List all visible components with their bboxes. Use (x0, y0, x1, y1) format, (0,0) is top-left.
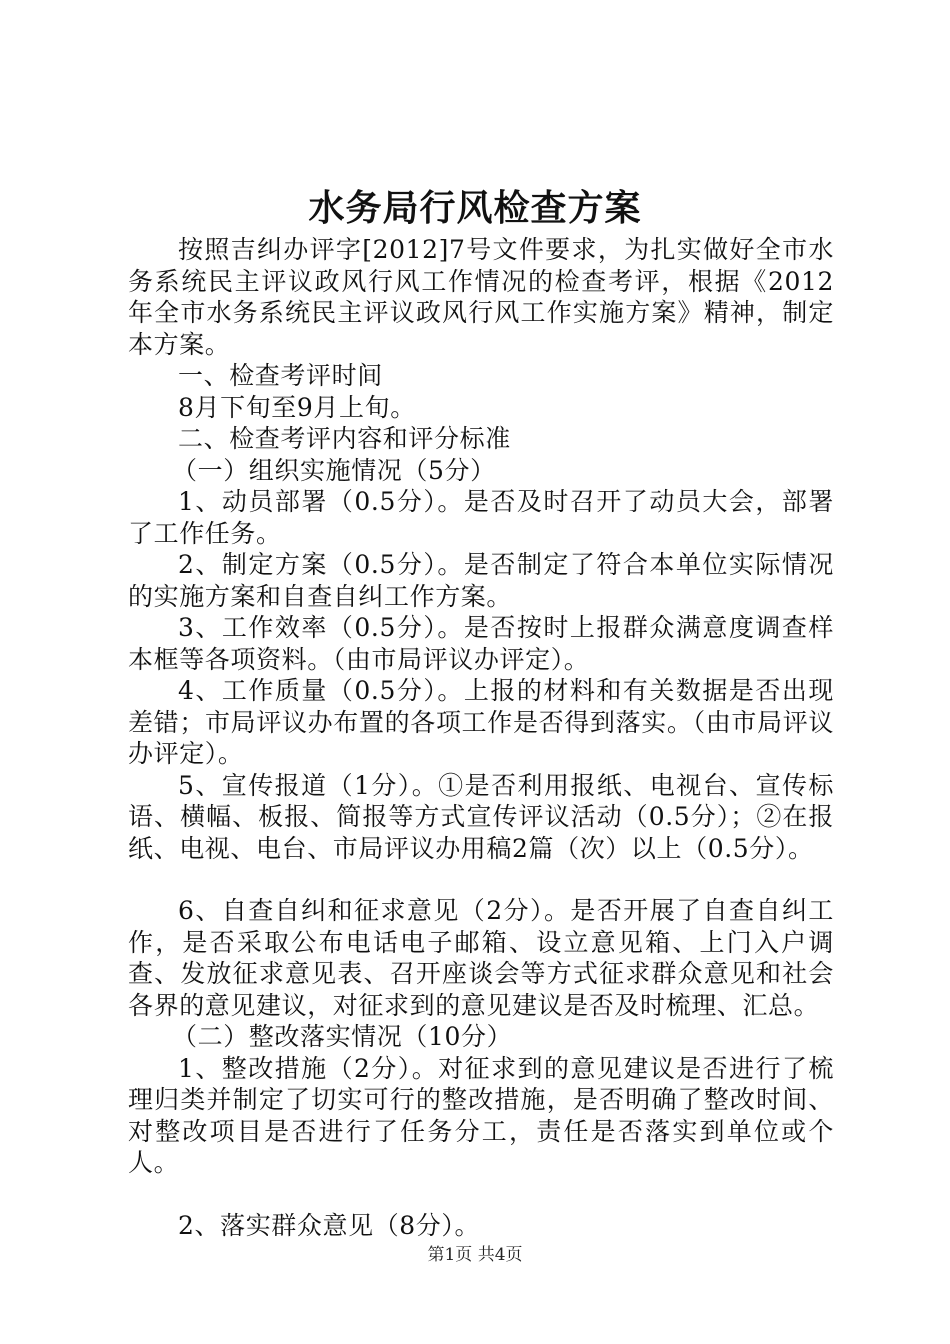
time-paragraph: 8月下旬至9月上旬。 (178, 392, 416, 422)
item-paragraph: 1、整改措施（2分）。对征求到的意见建议是否进行了梳理归类并制定了切实可行的整改措施，是否明确了整改时间、对整改项目是否进行了任务分工，责任是否落实到单位或个人。 (128, 1053, 834, 1177)
subsection-heading-rectification: （二）整改落实情况（10分） (172, 1022, 513, 1051)
document-title: 水务局行风检查方案 (308, 187, 642, 229)
item-paragraph: 3、工作效率（0.5分）。是否按时上报群众满意度调查样本框等各项资料。（由市局评议办评定）。 (128, 613, 834, 674)
page-indicator: 第1页 共4页 (427, 1245, 523, 1265)
item-paragraph: 2、制定方案（0.5分）。是否制定了符合本单位实际情况的实施方案和自查自纠工作方案。 (128, 550, 834, 611)
paragraph-gap (128, 1179, 834, 1210)
subsection-heading-organization: （一）组织实施情况（5分） (172, 455, 496, 485)
document-body (128, 234, 834, 1241)
item-paragraph: 1、动员部署（0.5分）。是否及时召开了动员大会，部署了工作任务。 (128, 487, 834, 548)
item-paragraph: 2、落实群众意见（8分）。 (178, 1210, 481, 1240)
intro-paragraph: 按照吉纠办评字[2012]7号文件要求，为扎实做好全市水务系统民主评议政风行风工作情况的检查考评，根据《2012年全市水务系统民主评议政风行风工作实施方案》精神，制定本方案。 (128, 235, 834, 359)
item-paragraph: 6、自查自纠和征求意见（2分）。是否开展了自查自纠工作，是否采取公布电话电子邮箱、设立意见箱、上门入户调查、发放征求意见表、召开座谈会等方式征求群众意见和社会各界的意见建议，对征求到的意见建议是否及时梳理、汇总。 (128, 896, 834, 1020)
section-heading-content: 二、检查考评内容和评分标准 (178, 424, 511, 453)
item-paragraph: 5、宣传报道（1分）。①是否利用报纸、电视台、宣传标语、横幅、板报、简报等方式宣传评议活动（0.5分）；②在报纸、电视、电台、市局评议办用稿2篇（次）以上（0.5分）。 (128, 770, 834, 863)
item-paragraph: 4、工作质量（0.5分）。上报的材料和有关数据是否出现差错；市局评议办布置的各项工作是否得到落实。（由市局评议办评定）。 (128, 676, 834, 768)
section-heading-time: 一、检查考评时间 (178, 361, 383, 390)
paragraph-gap (128, 864, 834, 895)
